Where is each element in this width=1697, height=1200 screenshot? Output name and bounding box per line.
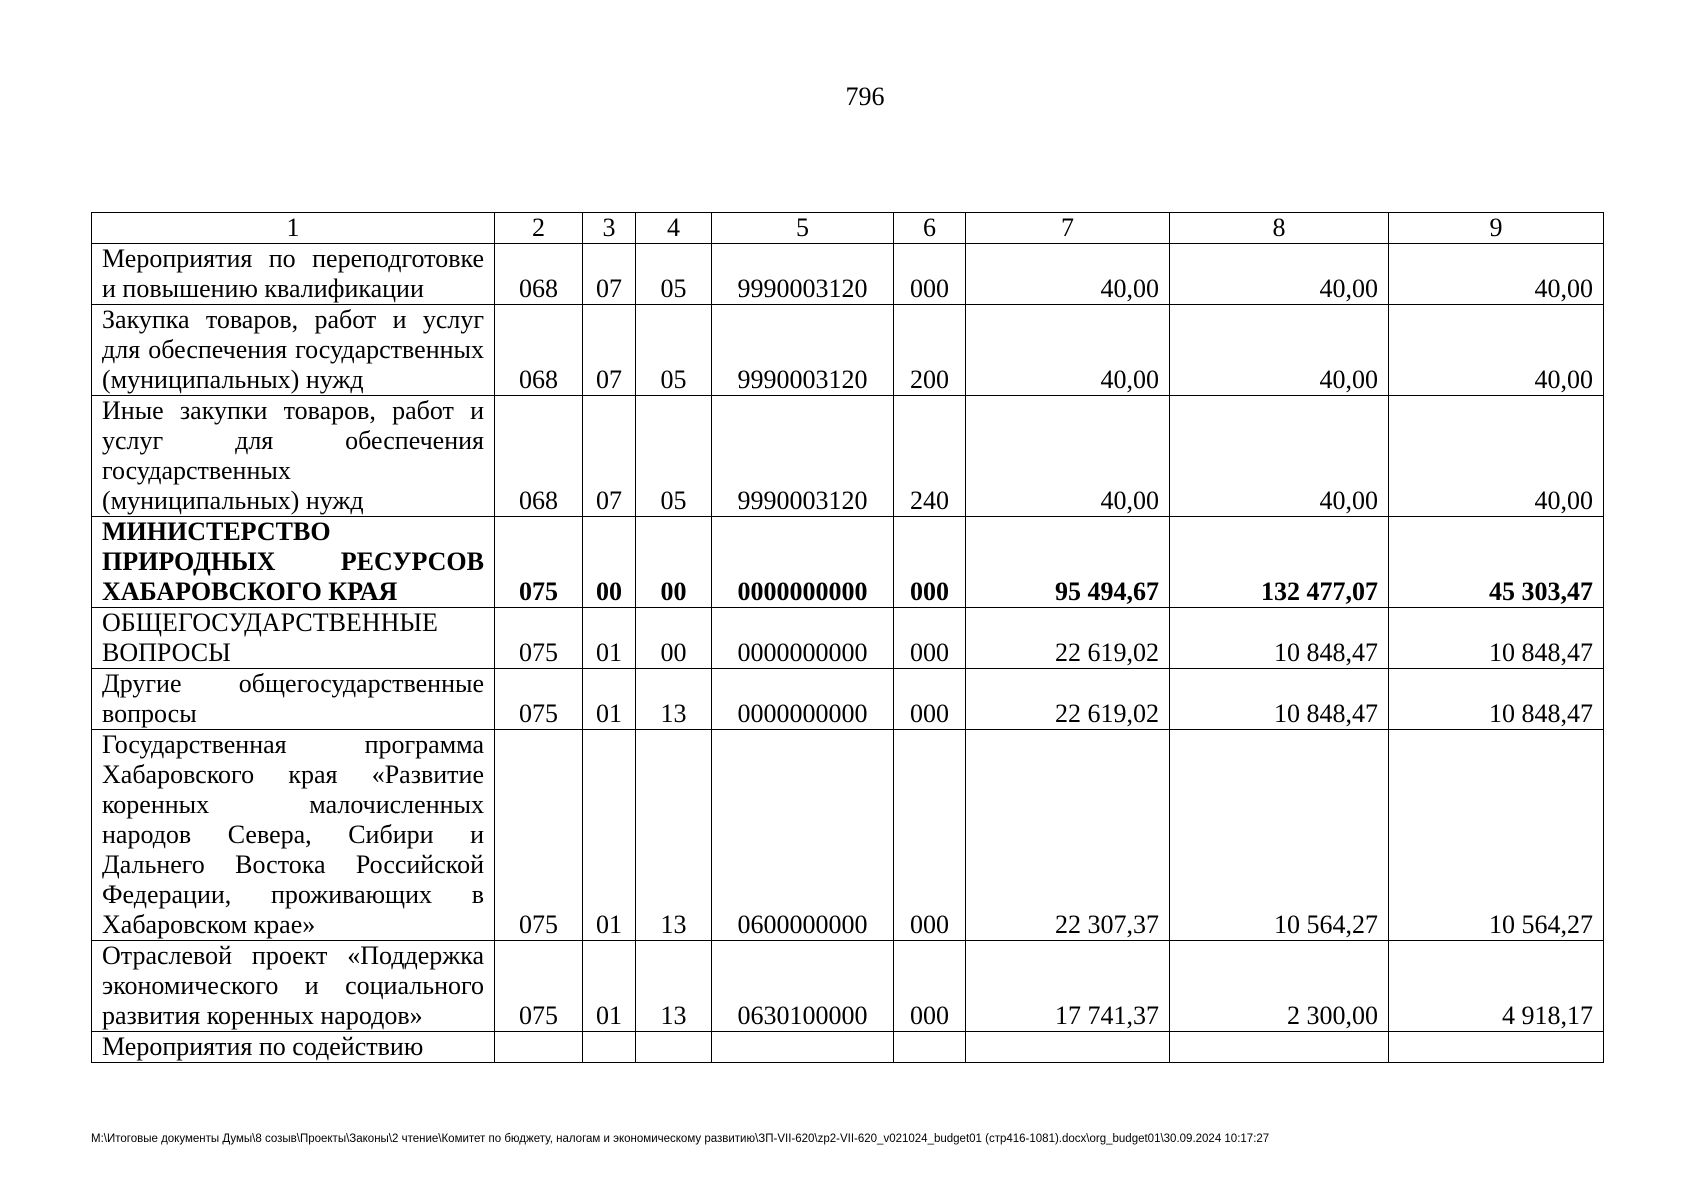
cell-col-9: 4 918,17 bbox=[1389, 941, 1604, 1032]
cell-col-8: 40,00 bbox=[1170, 305, 1389, 396]
column-header-4: 4 bbox=[636, 213, 712, 244]
cell-col-6 bbox=[894, 1032, 966, 1063]
cell-col-4: 05 bbox=[636, 396, 712, 517]
footer-file-path: M:\Итоговые документы Думы\8 созыв\Проекты\Законы\2 чтение\Комитет по бюджету, налогам и экономическому развитию\ЗП-VII-620\zp2-VII-620_v021024_budget01 (стр416-1081).docx\org_budget01\30.09.2024 10:17:27 bbox=[91, 1133, 1270, 1145]
cell-col-8: 2 300,00 bbox=[1170, 941, 1389, 1032]
row-name: Закупка товаров, работ и услуг для обеспечения государственных (муниципальных) нужд bbox=[92, 305, 495, 396]
cell-col-5: 0600000000 bbox=[712, 730, 894, 941]
cell-col-7: 22 619,02 bbox=[966, 669, 1170, 730]
cell-col-3 bbox=[583, 1032, 636, 1063]
cell-col-3: 00 bbox=[583, 517, 636, 608]
cell-col-2: 075 bbox=[495, 941, 583, 1032]
page-number: 796 bbox=[845, 82, 885, 111]
cell-col-3: 07 bbox=[583, 396, 636, 517]
cell-col-5: 0000000000 bbox=[712, 517, 894, 608]
cell-col-2: 068 bbox=[495, 244, 583, 305]
cell-col-6: 000 bbox=[894, 517, 966, 608]
cell-col-5 bbox=[712, 1032, 894, 1063]
cell-col-5: 9990003120 bbox=[712, 305, 894, 396]
cell-col-9: 40,00 bbox=[1389, 244, 1604, 305]
table-row bbox=[92, 517, 1604, 608]
cell-col-6: 240 bbox=[894, 396, 966, 517]
cell-col-6: 000 bbox=[894, 669, 966, 730]
cell-col-9 bbox=[1389, 1032, 1604, 1063]
cell-col-2: 075 bbox=[495, 517, 583, 608]
table-row bbox=[92, 305, 1604, 396]
table-row bbox=[92, 941, 1604, 1032]
row-name: Государственная программа Хабаровского края «Развитие коренных малочисленных народов Севера, Сибири и Дальнего Востока Российской Федерации, проживающих в Хабаровском крае» bbox=[92, 730, 495, 941]
header-row bbox=[92, 213, 1604, 244]
table-row bbox=[92, 1032, 1604, 1063]
cell-col-8: 40,00 bbox=[1170, 396, 1389, 517]
column-header-1: 1 bbox=[92, 213, 495, 244]
cell-col-6: 000 bbox=[894, 941, 966, 1032]
cell-col-5: 0000000000 bbox=[712, 608, 894, 669]
cell-col-5: 0000000000 bbox=[712, 669, 894, 730]
cell-col-4: 05 bbox=[636, 244, 712, 305]
cell-col-3: 07 bbox=[583, 244, 636, 305]
cell-col-8: 10 848,47 bbox=[1170, 669, 1389, 730]
cell-col-2: 068 bbox=[495, 305, 583, 396]
cell-col-3: 01 bbox=[583, 941, 636, 1032]
cell-col-9: 40,00 bbox=[1389, 396, 1604, 517]
cell-col-5: 9990003120 bbox=[712, 244, 894, 305]
cell-col-2: 068 bbox=[495, 396, 583, 517]
cell-col-7 bbox=[966, 1032, 1170, 1063]
table-row bbox=[92, 396, 1604, 517]
cell-col-9: 10 564,27 bbox=[1389, 730, 1604, 941]
row-name: Другие общегосударственные вопросы bbox=[92, 669, 495, 730]
cell-col-8: 10 564,27 bbox=[1170, 730, 1389, 941]
column-header-9: 9 bbox=[1389, 213, 1604, 244]
table-row bbox=[92, 244, 1604, 305]
cell-col-9: 10 848,47 bbox=[1389, 669, 1604, 730]
table-row bbox=[92, 669, 1604, 730]
cell-col-3: 01 bbox=[583, 669, 636, 730]
cell-col-4 bbox=[636, 1032, 712, 1063]
cell-col-6: 200 bbox=[894, 305, 966, 396]
row-name: ОБЩЕГОСУДАРСТВЕННЫЕ ВОПРОСЫ bbox=[92, 608, 495, 669]
cell-col-6: 000 bbox=[894, 608, 966, 669]
cell-col-9: 45 303,47 bbox=[1389, 517, 1604, 608]
column-header-3: 3 bbox=[583, 213, 636, 244]
cell-col-2: 075 bbox=[495, 730, 583, 941]
column-header-2: 2 bbox=[495, 213, 583, 244]
cell-col-4: 00 bbox=[636, 608, 712, 669]
cell-col-6: 000 bbox=[894, 244, 966, 305]
budget-table bbox=[91, 212, 1604, 1063]
row-name: Мероприятия по содействию bbox=[92, 1032, 495, 1063]
cell-col-2: 075 bbox=[495, 669, 583, 730]
cell-col-8: 40,00 bbox=[1170, 244, 1389, 305]
cell-col-8: 10 848,47 bbox=[1170, 608, 1389, 669]
cell-col-3: 07 bbox=[583, 305, 636, 396]
cell-col-7: 40,00 bbox=[966, 305, 1170, 396]
cell-col-8 bbox=[1170, 1032, 1389, 1063]
cell-col-4: 13 bbox=[636, 730, 712, 941]
cell-col-7: 40,00 bbox=[966, 244, 1170, 305]
column-header-5: 5 bbox=[712, 213, 894, 244]
table-row bbox=[92, 730, 1604, 941]
row-name: Иные закупки товаров, работ и услуг для обеспечения государственных (муниципальных) нужд bbox=[92, 396, 495, 517]
column-header-7: 7 bbox=[966, 213, 1170, 244]
cell-col-7: 17 741,37 bbox=[966, 941, 1170, 1032]
row-name: МИНИСТЕРСТВО ПРИРОДНЫХ РЕСУРСОВ ХАБАРОВСКОГО КРАЯ bbox=[92, 517, 495, 608]
cell-col-3: 01 bbox=[583, 730, 636, 941]
cell-col-2: 075 bbox=[495, 608, 583, 669]
table-row bbox=[92, 608, 1604, 669]
cell-col-2 bbox=[495, 1032, 583, 1063]
column-header-6: 6 bbox=[894, 213, 966, 244]
cell-col-9: 10 848,47 bbox=[1389, 608, 1604, 669]
cell-col-7: 22 307,37 bbox=[966, 730, 1170, 941]
cell-col-4: 05 bbox=[636, 305, 712, 396]
cell-col-9: 40,00 bbox=[1389, 305, 1604, 396]
cell-col-6: 000 bbox=[894, 730, 966, 941]
cell-col-7: 40,00 bbox=[966, 396, 1170, 517]
cell-col-7: 95 494,67 bbox=[966, 517, 1170, 608]
cell-col-5: 9990003120 bbox=[712, 396, 894, 517]
row-name: Мероприятия по переподготовке и повышению квалификации bbox=[92, 244, 495, 305]
cell-col-4: 13 bbox=[636, 941, 712, 1032]
cell-col-5: 0630100000 bbox=[712, 941, 894, 1032]
cell-col-7: 22 619,02 bbox=[966, 608, 1170, 669]
column-header-8: 8 bbox=[1170, 213, 1389, 244]
row-name: Отраслевой проект «Поддержка экономического и социального развития коренных народов» bbox=[92, 941, 495, 1032]
cell-col-4: 13 bbox=[636, 669, 712, 730]
cell-col-4: 00 bbox=[636, 517, 712, 608]
cell-col-3: 01 bbox=[583, 608, 636, 669]
cell-col-8: 132 477,07 bbox=[1170, 517, 1389, 608]
